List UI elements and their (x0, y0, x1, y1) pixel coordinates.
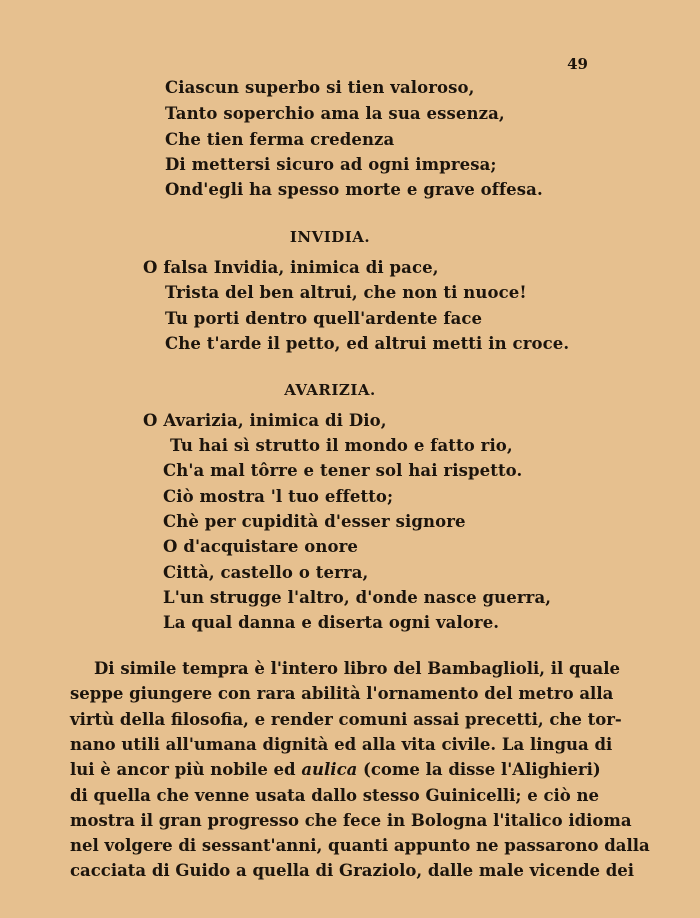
section-heading-avarizia: AVARIZIA. (284, 381, 376, 399)
verse-line: Città, castello o terra, (163, 563, 369, 582)
paragraph-line: di quella che venne usata dallo stesso Guinicelli; e ciò ne (70, 786, 600, 805)
verse-line: Tanto soperchio ama la sua essenza, (165, 104, 505, 123)
paragraph-line: mostra il gran progresso che fece in Bologna l'italico idioma (70, 811, 632, 830)
paragraph-line: virtù della filosofia, e render comuni assai precetti, che tor- (70, 710, 622, 729)
verse-line: Ciò mostra 'l tuo effetto; (163, 487, 394, 506)
verse-line: Tu porti dentro quell'ardente face (165, 309, 483, 328)
verse-line: Che t'arde il petto, ed altrui metti in croce. (165, 334, 570, 353)
verse-line: La qual danna e diserta ogni valore. (163, 613, 500, 632)
verse-line: Chè per cupidità d'esser signore (163, 512, 466, 531)
paragraph-text: lui è ancor più nobile ed (70, 760, 302, 779)
page-number: 49 (567, 55, 588, 73)
verse-line: Ond'egli ha spesso morte e grave offesa. (165, 180, 543, 199)
verse-line: O falsa Invidia, inimica di pace, (143, 258, 439, 277)
paragraph-text: (come la disse l'Alighieri) (357, 760, 601, 779)
paragraph-line (70, 760, 601, 780)
verse-line: Ch'a mal tôrre e tener sol hai rispetto. (163, 461, 523, 480)
verse-line: Di mettersi sicuro ad ogni impresa; (165, 155, 497, 174)
paragraph-line: Di simile tempra è l'intero libro del Bambaglioli, il quale (94, 659, 621, 678)
verse-line: O d'acquistare onore (163, 537, 358, 556)
verse-line: Trista del ben altrui, che non ti nuoce! (165, 283, 527, 302)
paragraph-italic-word: aulica (301, 760, 358, 779)
paragraph-line: seppe giungere con rara abilità l'ornamento del metro alla (70, 684, 614, 703)
verse-line: L'un strugge l'altro, d'onde nasce guerra, (163, 588, 552, 607)
verse-line: Tu hai sì strutto il mondo e fatto rio, (170, 436, 513, 455)
verse-line: O Avarizia, inimica di Dio, (143, 411, 387, 430)
paragraph-line: cacciata di Guido a quella di Graziolo, dalle male vicende dei (70, 861, 635, 880)
section-heading-invidia: INVIDIA. (289, 228, 371, 246)
verse-line: Ciascun superbo si tien valoroso, (165, 78, 475, 97)
paragraph-line: nano utili all'umana dignità ed alla vita civile. La lingua di (70, 735, 613, 754)
paragraph-line: nel volgere di sessant'anni, quanti appunto ne passarono dalla (70, 836, 650, 855)
verse-line: Che tien ferma credenza (165, 130, 395, 149)
